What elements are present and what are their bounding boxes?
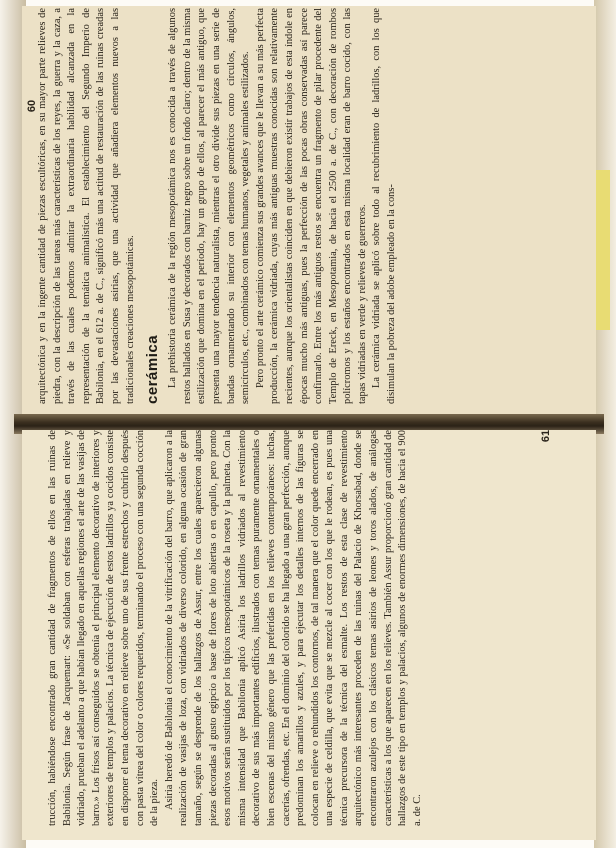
right-page-text bbox=[46, 430, 425, 826]
paragraph: Pero pronto el arte cerámico comienza sus grandes avances que le llevan a su más perfecta producción, la cerámica vidriada, cuyas más antiguas muestras conocidas son relativamente recientes, aunque los orientalistas coinciden en que debieron existir trabajos de esta índole en épocas mucho más antiguas, pues la perfección de las pocas obras conservadas así parece confirmarlo. Entre los más antiguos restos se encuentra un fragmento de pilar procedente del Templo de Ereck, en Mesopotamia, de hacia el 2500 a. de C., con decoración de rombos polícromos y los estaños encontrados en esta misma localidad eran de barro cocido, con las tapas vidriadas en verde y relieves de guerreros. bbox=[254, 8, 368, 404]
paragraph: La prehistoria cerámica de la región mesopotámica nos es conocida a través de algunos restos hallados en Susa y decorados con barniz negro sobre un fondo claro; dentro de la misma estilización que domina en el período, hay un grupo de ellos, al parecer el más antiguo, que presenta una mayor tendencia naturalista, mientras el otro divide sus piezas en una serie de bandas ornamentando su interior con elementos geométricos como círculos, ángulos, semicírculos, etc., combinados con temas humanos, vegetales y animales estilizados. bbox=[167, 8, 252, 404]
paragraph: trucción, habiéndose encontrado gran cantidad de fragmentos de ellos en las ruinas de Babilonia. Según frase de Jacquemart: «Se soldaban con esferas trabajadas en relieve y vidriado, prueban el adelanto a que habían llegado en aquellas regiones el arte de las vasijas de barro.» Los frisos así conseguidos se obtenía el principal elemento decorativo de interiores y exteriores de templos y palacios. La técnica de ejecución de estos ladrillos ya cocidos consiste en disponer el tema decorativo en relieve sobre uno de sus frente estrechos y cubrirlo después con pasta vítrea del color o colores requeridos, terminando el proceso con una segunda cocción de la pieza. bbox=[47, 430, 161, 826]
page-number: 61 bbox=[540, 429, 553, 443]
paragraph: arquitectónica y en la ingente cantidad de piezas escultóricas, en su mayor parte relieves de piedra, con la descripción de las tareas más características de los reyes, la guerra y la caza, a través de las cuales podemos admirar la extraordinaria habilidad alcanzada en la representación de la temática animalística. El establecimiento del Segundo Imperio de Babilonia, en el 612 a. de C., significó más una actitud de restauración de las ruinas creadas por las devastaciones asirias, que una actividad que añadiera elementos nuevos a las tradicionales creaciones mesopotámicas. bbox=[37, 8, 136, 404]
left-page-text bbox=[36, 8, 400, 404]
paragraph: Asiria heredó de Babilonia el conocimiento de la vitrificación del barro, que aplicaron a la realización de vasijas de loza, con vidriados de diverso colorido, en alguna ocasión de gran tamaño, según se desprende de los hallazgos de Assur, entre los cuales aparecieron algunas piezas decoradas al gusto egipcio a base de flores de loto abiertas o en capullo, pero pronto esos motivos serán sustituidos por los típicos mesopotámicos de la roseta y la palmeta. Con la misma intensidad que Babilonia aplicó Asiria los ladrillos vidriados al revestimiento decorativo de sus más importantes edificios, ilustrados con temas puramente ornamentales o bien escenas del mismo género que las preferidas en los relieves contemporáneos: luchas, cacerías, ofrendas, etc. En el dominio del colorido se ha llegado a una gran perfección, aunque predominan los amarillos y azules, y para ejecutar los detalles internos de las figuras se colocan en relieve o rehundidos los contornos, de tal manera que el color quede encerrado en una especie de celdilla, que evita que se mezcle al cocer con los que le rodean, es pues una técnica precursora de la técnica del esmalte. Los restos de esta clase de revestimiento arquitectónico más interesantes proceden de las ruinas del Palacio de Khorsabad, donde se encontraron azulejos con los clásicos temas asirios de leones y toros alados, de análogas características a los que aparecen en los relieves. También Assur proporcionó gran cantidad de hallazgos de este tipo en templos y palacios, algunos de enormes dimensiones, de hacia el 900 a. de C. bbox=[163, 430, 423, 826]
bookmark-tab bbox=[595, 170, 610, 330]
paragraph: La cerámica vidriada se aplicó sobre todo al recubrimiento de ladrillos, con los que disimulan la pobreza del adobe empleado en la cons- bbox=[371, 8, 398, 404]
section-heading: cerámica bbox=[144, 334, 162, 404]
page-number: 60 bbox=[26, 99, 39, 113]
